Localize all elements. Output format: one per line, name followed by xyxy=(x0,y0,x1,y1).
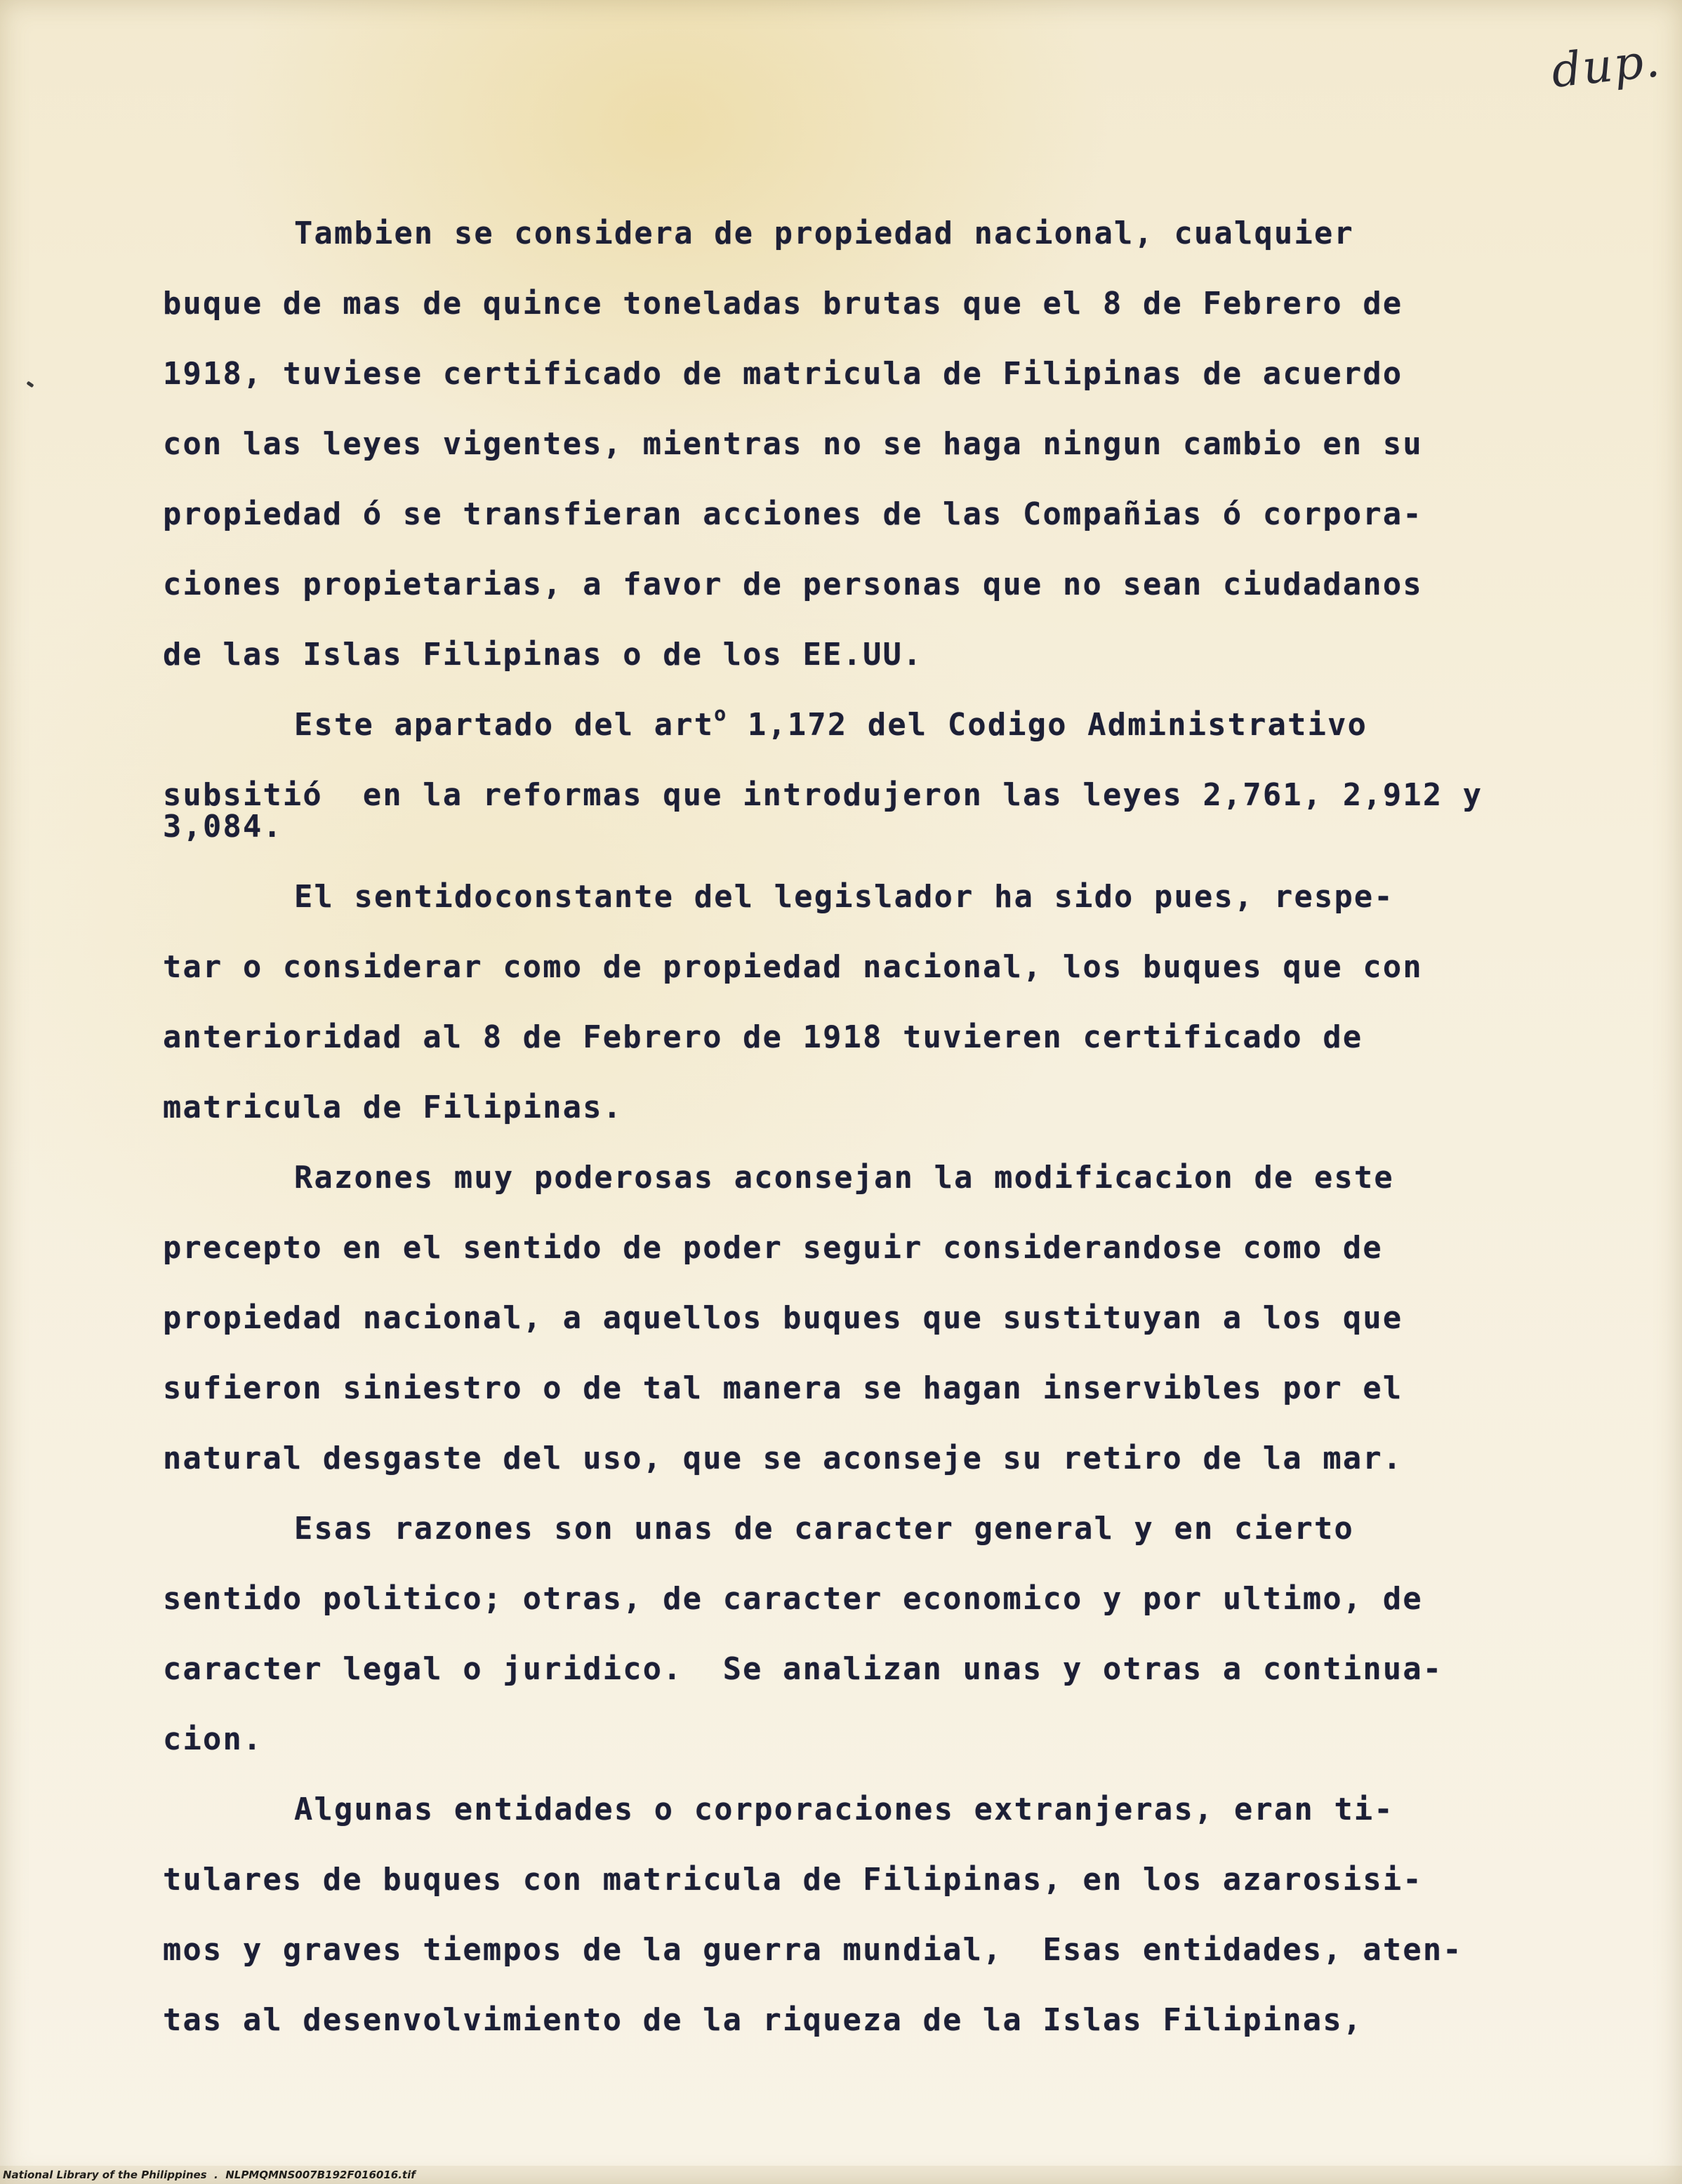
text-line: anterioridad al 8 de Febrero de 1918 tuvieren certificado de xyxy=(163,1020,1363,1055)
text-line: propiedad nacional, a aquellos buques que sustituyan a los que xyxy=(163,1301,1403,1336)
text-line: de las Islas Filipinas o de los EE.UU. xyxy=(163,637,923,673)
text-line: precepto en el sentido de poder seguir considerandose como de xyxy=(163,1231,1383,1266)
text-line: con las leyes vigentes, mientras no se haga ningun cambio en su xyxy=(163,427,1423,462)
handwritten-annotation: dup. xyxy=(1549,33,1664,98)
text-line: sufieron siniestro o de tal manera se hagan inservibles por el xyxy=(163,1371,1403,1406)
text-line: tar o considerar como de propiedad nacional, los buques que con xyxy=(163,950,1423,985)
text-line: cion. xyxy=(163,1722,263,1757)
text-line: propiedad ó se transfieran acciones de las Compañias ó corpora- xyxy=(163,497,1423,532)
text-line: Tambien se considera de propiedad nacional, cualquier xyxy=(294,216,1354,251)
superscript: o xyxy=(714,701,728,725)
text-line: matricula de Filipinas. xyxy=(163,1090,623,1125)
text-line: 1918, tuviese certificado de matricula de Filipinas de acuerdo xyxy=(163,357,1403,392)
footer-file-id: NLPMQMNS007B192F016016.tif xyxy=(225,2169,416,2181)
text-line: Razones muy poderosas aconsejan la modificacion de este xyxy=(294,1160,1394,1196)
text-line: buque de mas de quince toneladas brutas que el 8 de Febrero de xyxy=(163,286,1403,322)
text-segment: 1,172 del Codigo Administrativo xyxy=(727,708,1368,743)
text-line: caracter legal o juridico. Se analizan unas y otras a continua- xyxy=(163,1652,1443,1687)
margin-mark xyxy=(26,381,34,388)
text-line: mos y graves tiempos de la guerra mundial, Esas entidades, aten- xyxy=(163,1933,1463,1968)
text-line: natural desgaste del uso, que se aconseje su retiro de la mar. xyxy=(163,1441,1403,1476)
footer-library: National Library of the Philippines xyxy=(3,2169,207,2181)
text-line: Esas razones son unas de caracter general y en cierto xyxy=(294,1511,1354,1547)
text-line: subsitió en la reformas que introdujeron las leyes 2,761, 2,912 y xyxy=(163,778,1483,813)
text-line: tulares de buques con matricula de Filipinas, en los azarosisi- xyxy=(163,1862,1423,1898)
text-segment: Este apartado del art xyxy=(294,708,715,743)
text-line: El sentidoconstante del legislador ha sido pues, respe- xyxy=(294,880,1394,915)
text-line xyxy=(163,690,1609,760)
text-line: Algunas entidades o corporaciones extranjeras, eran ti- xyxy=(294,1792,1394,1827)
archive-footer: National Library of the Philippines . NLPMQMNS007B192F016016.tif xyxy=(0,2166,1682,2184)
text-line: ciones propietarias, a favor de personas que no sean ciudadanos xyxy=(163,567,1423,602)
typed-text-body xyxy=(163,199,1609,2056)
text-line: sentido politico; otras, de caracter economico y por ultimo, de xyxy=(163,1582,1423,1617)
text-line: 3,084. xyxy=(163,809,283,845)
text-line: tas al desenvolvimiento de la riqueza de la Islas Filipinas, xyxy=(163,2003,1363,2038)
